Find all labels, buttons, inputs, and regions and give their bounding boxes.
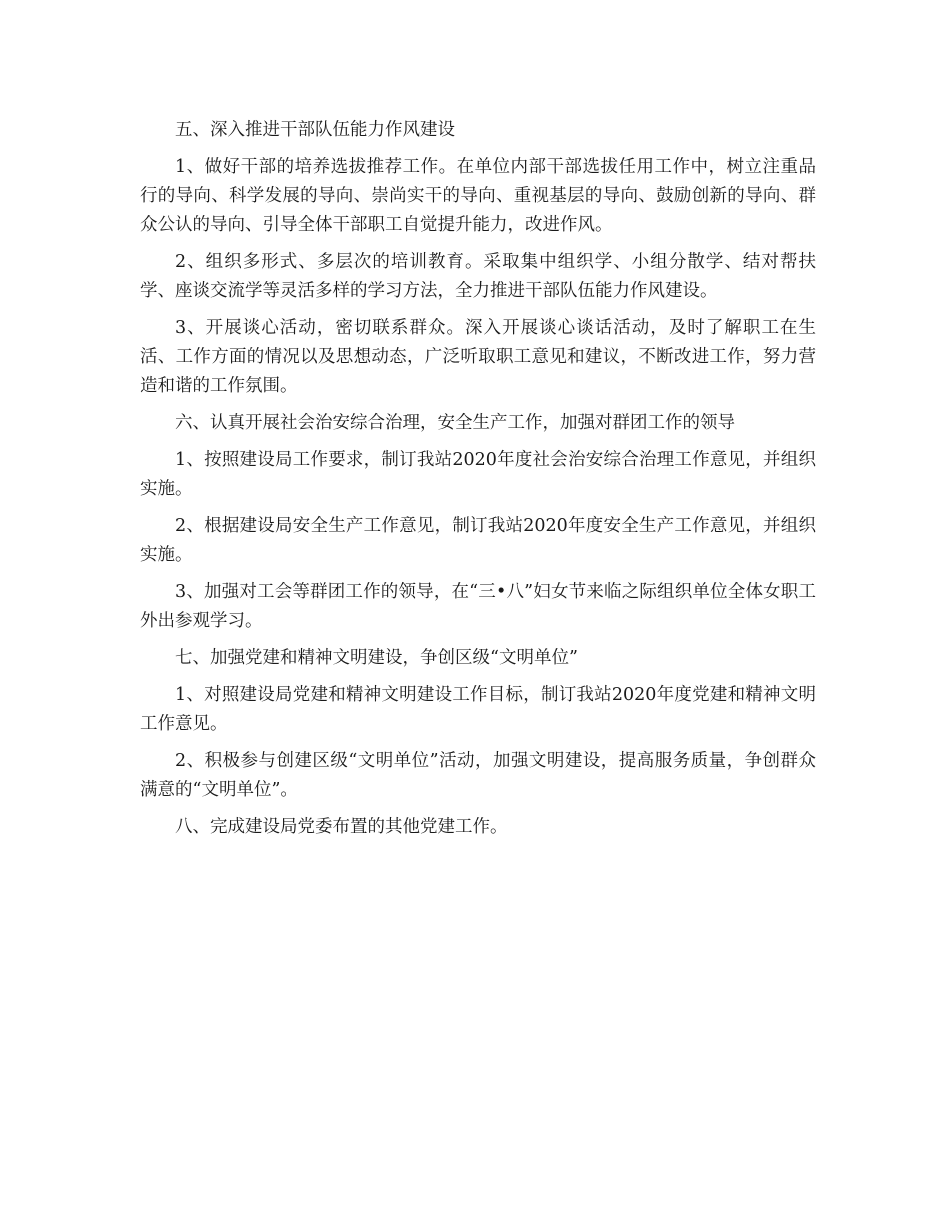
section-heading-7: 七、加强党建和精神文明建设，争创区级“文明单位” <box>175 648 578 668</box>
document-body <box>140 116 816 850</box>
section-heading-5: 五、深入推进干部队伍能力作风建设 <box>175 120 455 140</box>
paragraph-6-1: 1、按照建设局工作要求，制订我站2020年度社会治安综合治理工作意见，并组织实施。 <box>140 450 816 499</box>
paragraph-5-3: 3、开展谈心活动，密切联系群众。深入开展谈心谈话活动，及时了解职工在生活、工作方面的情况以及思想动态，广泛听取职工意见和建议，不断改进工作，努力营造和谐的工作氛围。 <box>140 318 816 396</box>
paragraph-6-3: 3、加强对工会等群团工作的领导，在“三•八”妇女节来临之际组织单位全体女职工外出参观学习。 <box>140 582 816 631</box>
paragraph-6-2: 2、根据建设局安全生产工作意见，制订我站2020年度安全生产工作意见，并组织实施。 <box>140 516 816 565</box>
paragraph-7-1: 1、对照建设局党建和精神文明建设工作目标，制订我站2020年度党建和精神文明工作意见。 <box>140 685 816 734</box>
section-heading-8: 八、完成建设局党委布置的其他党建工作。 <box>175 817 508 837</box>
section-heading-6: 六、认真开展社会治安综合治理，安全生产工作，加强对群团工作的领导 <box>175 413 735 433</box>
paragraph-5-2: 2、组织多形式、多层次的培训教育。采取集中组织学、小组分散学、结对帮扶学、座谈交流学等灵活多样的学习方法，全力推进干部队伍能力作风建设。 <box>140 252 816 301</box>
paragraph-7-2: 2、积极参与创建区级“文明单位”活动，加强文明建设，提高服务质量，争创群众满意的“文明单位”。 <box>140 751 816 800</box>
paragraph-5-1: 1、做好干部的培养选拔推荐工作。在单位内部干部选拔任用工作中，树立注重品行的导向、科学发展的导向、崇尚实干的导向、重视基层的导向、鼓励创新的导向、群众公认的导向、引导全体干部职工自觉提升能力，改进作风。 <box>140 157 816 235</box>
